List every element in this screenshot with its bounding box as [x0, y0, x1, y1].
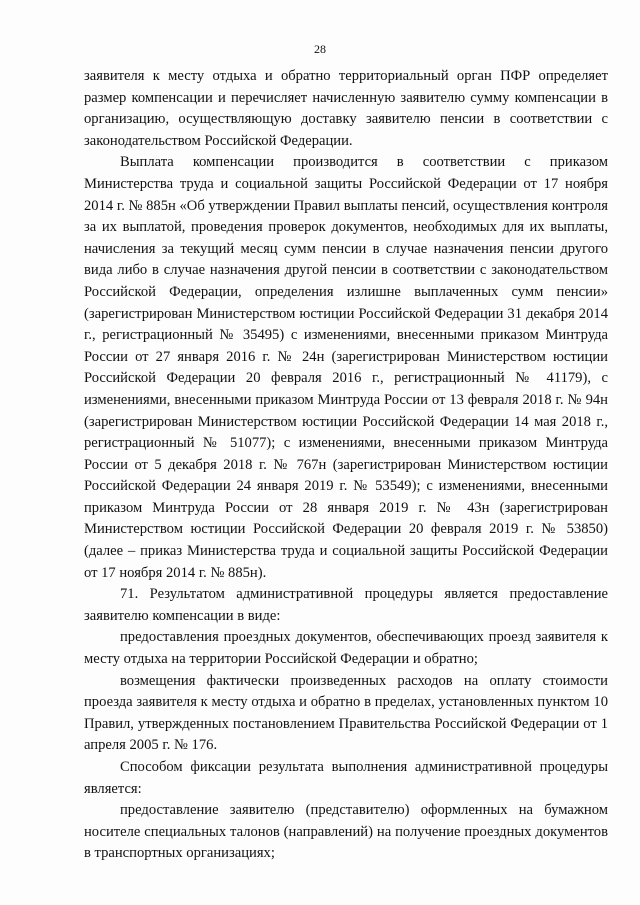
- page-number: 28: [314, 42, 326, 56]
- paragraph: 71. Результатом административной процедуры является предоставление заявителю компенсации в виде:: [84, 586, 608, 624]
- paragraph: Способом фиксации результата выполнения административной процедуры является:: [84, 759, 608, 797]
- document-body: [84, 66, 608, 865]
- paragraph: заявителя к месту отдыха и обратно территориальный орган ПФР определяет размер компенсации и перечисляет начисленную заявителю сумму компенсации в организацию, осуществляющую доставку заявителю пенсии в соответствии с законодательством Российской Федерации.: [84, 68, 608, 149]
- paragraph: Выплата компенсации производится в соответствии с приказом Министерства труда и социальной защиты Российской Федерации от 17 ноября 2014 г. № 885н «Об утверждении Правил выплаты пенсий, осуществления контроля за их выплатой, проведения проверок документов, необходимых для их выплаты, начисления за текущий месяц сумм пенсии в случае назначения пенсии другого вида либо в случае назначения другой пенсии в соответствии с законодательством Российской Федерации, определения излишне выплаченных сумм пенсии» (зарегистрирован Министерством юстиции Российской Федерации 31 декабря 2014 г., регистрационный № 35495) с изменениями, внесенными приказом Минтруда России от 27 января 2016 г. № 24н (зарегистрирован Министерством юстиции Российской Федерации 20 февраля 2016 г., регистрационный № 41179), с изменениями, внесенными приказом Минтруда России от 13 февраля 2018 г. № 94н (зарегистрирован Министерством юстиции Российской Федерации 14 мая 2018 г., регистрационный № 51077); с изменениями, внесенными приказом Минтруда России от 5 декабря 2018 г. № 767н (зарегистрирован Министерством юстиции Российской Федерации 24 января 2019 г. № 53549); с изменениями, внесенными приказом Минтруда России от 28 января 2019 г. № 43н (зарегистрирован Министерством юстиции Российской Федерации 20 февраля 2019 г. № 53850) (далее – приказ Министерства труда и социальной защиты Российской Федерации от 17 ноября 2014 г. № 885н).: [84, 154, 608, 581]
- paragraph: предоставления проездных документов, обеспечивающих проезд заявителя к месту отдыха на территории Российской Федерации и обратно;: [84, 629, 608, 668]
- paragraph: возмещения фактически произведенных расходов на оплату стоимости проезда заявителя к месту отдыха и обратно в пределах, установленных пунктом 10 Правил, утвержденных постановлением Правительства Российской Федерации от 1 апреля 2005 г. № 176.: [84, 672, 608, 754]
- paragraph: предоставление заявителю (представителю) оформленных на бумажном носителе специальных талонов (направлений) на получение проездных документов в транспортных организациях;: [84, 802, 608, 862]
